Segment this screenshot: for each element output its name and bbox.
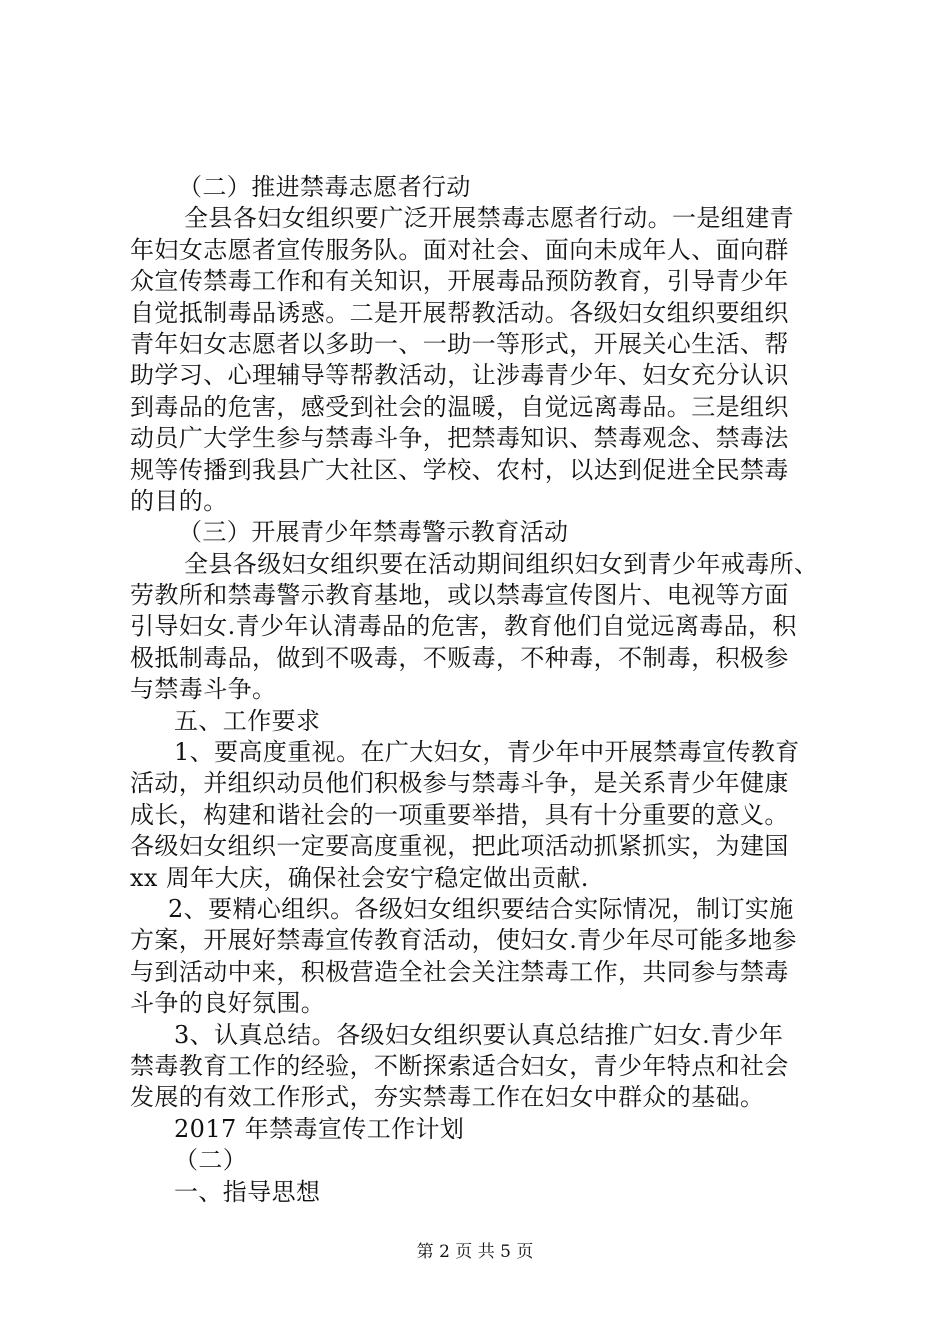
paragraph-line: 2、要精心组织。各级妇女组织要结合实际情况，制订实施 — [168, 894, 794, 923]
paragraph-line: 3、认真总结。各级妇女组织要认真总结推广妇女.青少年 — [174, 1020, 784, 1049]
paragraph-line: 极抵制毒品，做到不吸毒，不贩毒，不种毒，不制毒，积极参 — [130, 643, 789, 672]
paragraph-line: 各级妇女组织一定要高度重视，把此项活动抓紧抓实，为建国 — [130, 832, 789, 861]
paragraph-line: xx 周年大庆，确保社会安宁稳定做出贡献. — [130, 863, 589, 892]
section-heading: 2017 年禁毒宣传工作计划 — [174, 1114, 465, 1143]
section-heading: 五、工作要求 — [174, 706, 321, 735]
paragraph-line: 年妇女志愿者宣传服务队。面对社会、面向未成年人、面向群 — [130, 235, 789, 264]
paragraph-line: 动员广大学生参与禁毒斗争，把禁毒知识、禁毒观念、禁毒法 — [130, 424, 789, 453]
paragraph-line: 发展的有效工作形式，夯实禁毒工作在妇女中群众的基础。 — [130, 1083, 765, 1112]
paragraph-line: 青年妇女志愿者以多助一、一助一等形式，开展关心生活、帮 — [130, 329, 789, 358]
paragraph-line: 的目的。 — [130, 486, 228, 515]
document-body — [130, 172, 830, 1208]
paragraph-line: 1、要高度重视。在广大妇女，青少年中开展禁毒宣传教育 — [174, 738, 800, 767]
paragraph-line: 全县各妇女组织要广泛开展禁毒志愿者行动。一是组建青 — [184, 204, 794, 233]
paragraph-line: 引导妇女.青少年认清毒品的危害，教育他们自觉远离毒品，积 — [130, 612, 797, 641]
paragraph-line: 众宣传禁毒工作和有关知识，开展毒品预防教育，引导青少年 — [130, 267, 789, 296]
paragraph-line: 助学习、心理辅导等帮教活动，让涉毒青少年、妇女充分认识 — [130, 361, 789, 390]
section-heading: （二） — [174, 1146, 248, 1175]
paragraph-line: 劳教所和禁毒警示教育基地，或以禁毒宣传图片、电视等方面 — [130, 581, 789, 610]
section-heading: （三）开展青少年禁毒警示教育活动 — [178, 518, 569, 547]
page-footer: 第 2 页 共 5 页 — [416, 1242, 534, 1262]
paragraph-line: 斗争的良好氛围。 — [130, 989, 326, 1018]
paragraph-line: 方案，开展好禁毒宣传教育活动，使妇女.青少年尽可能多地参 — [130, 926, 797, 955]
paragraph-line: 全县各级妇女组织要在活动期间组织妇女到青少年戒毒所、 — [184, 549, 819, 578]
paragraph-line: 与禁毒斗争。 — [130, 675, 277, 704]
section-heading: （二）推进禁毒志愿者行动 — [178, 173, 471, 201]
paragraph-line: 自觉抵制毒品诱惑。二是开展帮教活动。各级妇女组织要组织 — [130, 298, 789, 327]
paragraph-line: 与到活动中来，积极营造全社会关注禁毒工作，共同参与禁毒 — [130, 957, 789, 986]
paragraph-line: 活动，并组织动员他们积极参与禁毒斗争，是关系青少年健康 — [130, 769, 789, 798]
paragraph-line: 规等传播到我县广大社区、学校、农村，以达到促进全民禁毒 — [130, 455, 789, 484]
paragraph-line: 禁毒教育工作的经验，不断探索适合妇女，青少年特点和社会 — [130, 1051, 789, 1080]
section-heading: 一、指导思想 — [174, 1177, 321, 1206]
paragraph-line: 成长，构建和谐社会的一项重要举措，具有十分重要的意义。 — [130, 800, 789, 829]
paragraph-line: 到毒品的危害，感受到社会的温暖，自觉远离毒品。三是组织 — [130, 392, 789, 421]
